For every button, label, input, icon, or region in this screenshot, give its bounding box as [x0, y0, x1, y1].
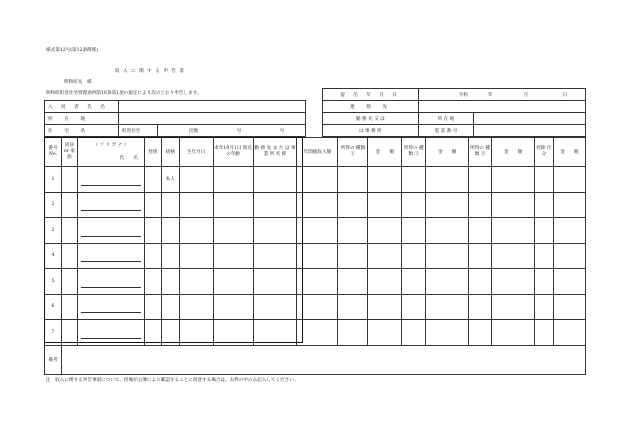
col-amount-3: 金 額 — [492, 138, 535, 167]
name-cell[interactable] — [77, 243, 144, 269]
relationship-cell[interactable]: 本人 — [161, 167, 179, 193]
entry-cell[interactable] — [426, 320, 469, 346]
entry-cell[interactable] — [553, 269, 585, 295]
entry-cell[interactable] — [297, 320, 338, 346]
block-label: 団地 — [186, 125, 219, 137]
entry-cell[interactable] — [368, 167, 402, 193]
entry-cell[interactable] — [426, 167, 469, 193]
row-number: 1 — [45, 167, 62, 193]
applicant-name-field[interactable] — [119, 101, 306, 113]
col-name: 氏 名 — [119, 156, 138, 161]
month-label: 月 — [507, 89, 545, 101]
col-birthdate: 生年月日 — [179, 138, 213, 167]
entry-cell[interactable] — [179, 320, 213, 346]
col-sex: 性別 — [144, 138, 161, 167]
entry-cell[interactable] — [338, 192, 368, 218]
table-row — [45, 167, 586, 193]
entry-cell[interactable] — [338, 243, 368, 269]
entry-cell[interactable] — [253, 243, 297, 269]
entry-cell[interactable] — [426, 294, 469, 320]
col-amount-2: 金 額 — [426, 138, 469, 167]
workplace-address-field[interactable] — [474, 113, 586, 125]
entry-cell[interactable] — [338, 320, 368, 346]
col-amount-1: 金 額 — [368, 138, 402, 167]
relationship-cell[interactable] — [161, 243, 179, 269]
entry-cell[interactable] — [553, 218, 585, 244]
entry-cell[interactable] — [253, 320, 297, 346]
entry-cell[interactable] — [492, 320, 535, 346]
entry-cell[interactable] — [297, 294, 338, 320]
entry-cell[interactable] — [253, 192, 297, 218]
name-cell[interactable] — [77, 320, 144, 346]
entry-cell[interactable] — [368, 294, 402, 320]
table-row — [45, 243, 586, 269]
entry-cell[interactable] — [253, 269, 297, 295]
entry-cell[interactable] — [402, 243, 426, 269]
entry-cell[interactable] — [534, 269, 553, 295]
workplace-label: 勤 務 先 又 は — [323, 113, 419, 125]
workplace-address-label: 所 在 地 — [418, 113, 473, 125]
entry-cell[interactable] — [426, 243, 469, 269]
entry-cell[interactable] — [553, 192, 585, 218]
sex-cell[interactable] — [144, 320, 161, 346]
entry-cell[interactable] — [179, 167, 213, 193]
relationship-cell[interactable] — [161, 269, 179, 295]
col-employer: 勤 務 先 ま た は 事 業 所 名 称 — [253, 138, 297, 167]
entry-cell[interactable] — [534, 218, 553, 244]
relation-cell[interactable] — [61, 294, 77, 320]
table-row — [45, 218, 586, 244]
phone-label: 電 話 番 号 — [418, 125, 473, 137]
entry-cell[interactable] — [553, 320, 585, 346]
col-income-type-2: 所得の 種類 ② — [402, 138, 426, 167]
entry-cell[interactable] — [297, 243, 338, 269]
relationship-cell[interactable] — [161, 320, 179, 346]
relationship-cell[interactable] — [161, 294, 179, 320]
entry-cell[interactable] — [534, 243, 553, 269]
room-label: 号 — [259, 125, 306, 137]
entry-cell[interactable] — [297, 167, 338, 193]
name-cell[interactable] — [77, 269, 144, 295]
entry-cell[interactable] — [469, 167, 492, 193]
entry-cell[interactable] — [368, 243, 402, 269]
entry-cell[interactable] — [213, 167, 253, 193]
entry-cell[interactable] — [338, 294, 368, 320]
entry-cell[interactable] — [368, 192, 402, 218]
col-income-type-3: 所得の 種類 ③ — [469, 138, 492, 167]
relation-cell[interactable] — [61, 269, 77, 295]
sex-cell[interactable] — [144, 269, 161, 295]
entry-cell[interactable] — [338, 269, 368, 295]
entry-cell[interactable] — [338, 167, 368, 193]
submission-info-table — [322, 88, 586, 137]
entry-cell[interactable] — [213, 192, 253, 218]
entry-cell[interactable] — [213, 218, 253, 244]
entry-cell[interactable] — [492, 269, 535, 295]
entry-cell[interactable] — [179, 294, 213, 320]
row-number: 6 — [45, 294, 62, 320]
col-annual-income: 年間総収入額 — [297, 138, 338, 167]
row-number: 3 — [45, 218, 62, 244]
entry-cell[interactable] — [492, 167, 535, 193]
entry-cell[interactable] — [253, 167, 297, 193]
name-cell[interactable] — [77, 192, 144, 218]
entry-cell[interactable] — [179, 243, 213, 269]
entry-cell[interactable] — [492, 243, 535, 269]
relationship-cell[interactable] — [161, 218, 179, 244]
entry-cell[interactable] — [492, 218, 535, 244]
relationship-cell[interactable] — [161, 192, 179, 218]
entry-cell[interactable] — [253, 294, 297, 320]
applicant-table — [44, 100, 306, 137]
col-relationship: 続柄 — [161, 138, 179, 167]
entry-cell[interactable] — [402, 294, 426, 320]
contact-label: 連 絡 先 — [323, 101, 419, 113]
row-number: 7 — [45, 320, 62, 346]
entry-cell[interactable] — [179, 218, 213, 244]
relation-cell[interactable] — [61, 320, 77, 346]
entry-cell[interactable] — [469, 192, 492, 218]
relation-cell[interactable] — [61, 167, 77, 193]
table-row — [45, 320, 586, 346]
col-age: 本年10月1日 時点の年齢 — [213, 138, 253, 167]
table-row — [45, 294, 586, 320]
remarks-label: 備考 — [45, 345, 62, 374]
form-number: 様式第12号(第12条関係) — [46, 48, 99, 53]
entry-cell[interactable] — [553, 167, 585, 193]
entry-cell[interactable] — [469, 269, 492, 295]
entry-cell[interactable] — [179, 269, 213, 295]
year-label: 年 — [474, 89, 507, 101]
contact-field[interactable] — [418, 101, 585, 113]
entry-cell[interactable] — [469, 320, 492, 346]
entry-cell[interactable] — [368, 320, 402, 346]
col-relation: 同居 or 家族 — [61, 138, 77, 167]
entry-cell[interactable] — [426, 269, 469, 295]
entry-cell[interactable] — [469, 218, 492, 244]
submission-date-label: 提 出 年 月 日 — [323, 89, 419, 101]
day-label: 日 — [545, 89, 586, 101]
relation-cell[interactable] — [61, 243, 77, 269]
building-label: 号 — [219, 125, 259, 137]
entry-cell[interactable] — [213, 269, 253, 295]
table-row — [45, 192, 586, 218]
entry-cell[interactable] — [213, 243, 253, 269]
entry-cell[interactable] — [534, 294, 553, 320]
entry-cell[interactable] — [402, 192, 426, 218]
entry-cell[interactable] — [534, 320, 553, 346]
entry-cell[interactable] — [368, 218, 402, 244]
name-cell[interactable] — [77, 167, 144, 193]
row-number: 5 — [45, 269, 62, 295]
col-no: 番号 No. — [45, 138, 62, 167]
table-row — [45, 269, 586, 295]
col-income-type-1: 所得の 種類① — [338, 138, 368, 167]
phone-field[interactable] — [474, 125, 586, 137]
entry-cell[interactable] — [492, 294, 535, 320]
footnote: 注 収入に関する申告事項について、役場が公簿により確認することに同意する場合は、太枠の中のみ記入してください。 — [46, 378, 299, 383]
name-cell[interactable] — [77, 294, 144, 320]
applicant-name-label: 入 居 者 氏 名 — [45, 101, 119, 113]
entry-cell[interactable] — [179, 192, 213, 218]
entry-cell[interactable] — [402, 218, 426, 244]
entry-cell[interactable] — [553, 294, 585, 320]
remarks-field[interactable] — [61, 345, 585, 374]
entry-cell[interactable] — [534, 192, 553, 218]
entry-cell[interactable] — [534, 167, 553, 193]
entry-cell[interactable] — [402, 320, 426, 346]
entry-cell[interactable] — [253, 218, 297, 244]
entry-cell[interactable] — [426, 218, 469, 244]
row-number: 2 — [45, 192, 62, 218]
entry-cell[interactable] — [426, 192, 469, 218]
applicant-address-label: 所 在 地 — [45, 113, 119, 125]
entry-cell[interactable] — [368, 269, 402, 295]
reiwa-label: 令和 — [418, 89, 473, 101]
entry-cell[interactable] — [297, 269, 338, 295]
entry-cell[interactable] — [469, 294, 492, 320]
entry-cell[interactable] — [297, 218, 338, 244]
sex-cell[interactable] — [144, 243, 161, 269]
col-deduction: 控除 区分 — [534, 138, 553, 167]
declaration-text: 明和町町営住宅管理条例第16条第1項の規定により次のとおり申告します。 — [46, 91, 202, 96]
sex-cell[interactable] — [144, 192, 161, 218]
household-income-table — [44, 137, 586, 375]
entry-cell[interactable] — [553, 243, 585, 269]
col-kana: （ フ リ ガ ナ ） — [93, 143, 129, 148]
office-label: は 事 務 所 — [323, 125, 419, 137]
entry-cell[interactable] — [297, 192, 338, 218]
sex-cell[interactable] — [144, 294, 161, 320]
relation-cell[interactable] — [61, 218, 77, 244]
entry-cell[interactable] — [402, 167, 426, 193]
entry-cell[interactable] — [213, 294, 253, 320]
house-name-value: 町営住宅 — [119, 125, 158, 137]
addressee: 明和町長 様 — [64, 80, 92, 85]
form-title: 収 入 に 関 す る 申 告 書 — [115, 69, 186, 74]
sex-cell[interactable] — [144, 218, 161, 244]
relation-cell[interactable] — [61, 192, 77, 218]
name-cell[interactable] — [77, 218, 144, 244]
house-name-label: 住 宅 名 — [45, 125, 119, 137]
col-amount-4: 金 額 — [553, 138, 585, 167]
entry-cell[interactable] — [402, 269, 426, 295]
row-number: 4 — [45, 243, 62, 269]
entry-cell[interactable] — [469, 243, 492, 269]
applicant-address-field[interactable] — [119, 113, 306, 125]
block-field[interactable] — [158, 125, 187, 137]
col-name-header — [77, 138, 144, 167]
entry-cell[interactable] — [492, 192, 535, 218]
entry-cell[interactable] — [338, 218, 368, 244]
sex-cell[interactable] — [144, 167, 161, 193]
entry-cell[interactable] — [213, 320, 253, 346]
